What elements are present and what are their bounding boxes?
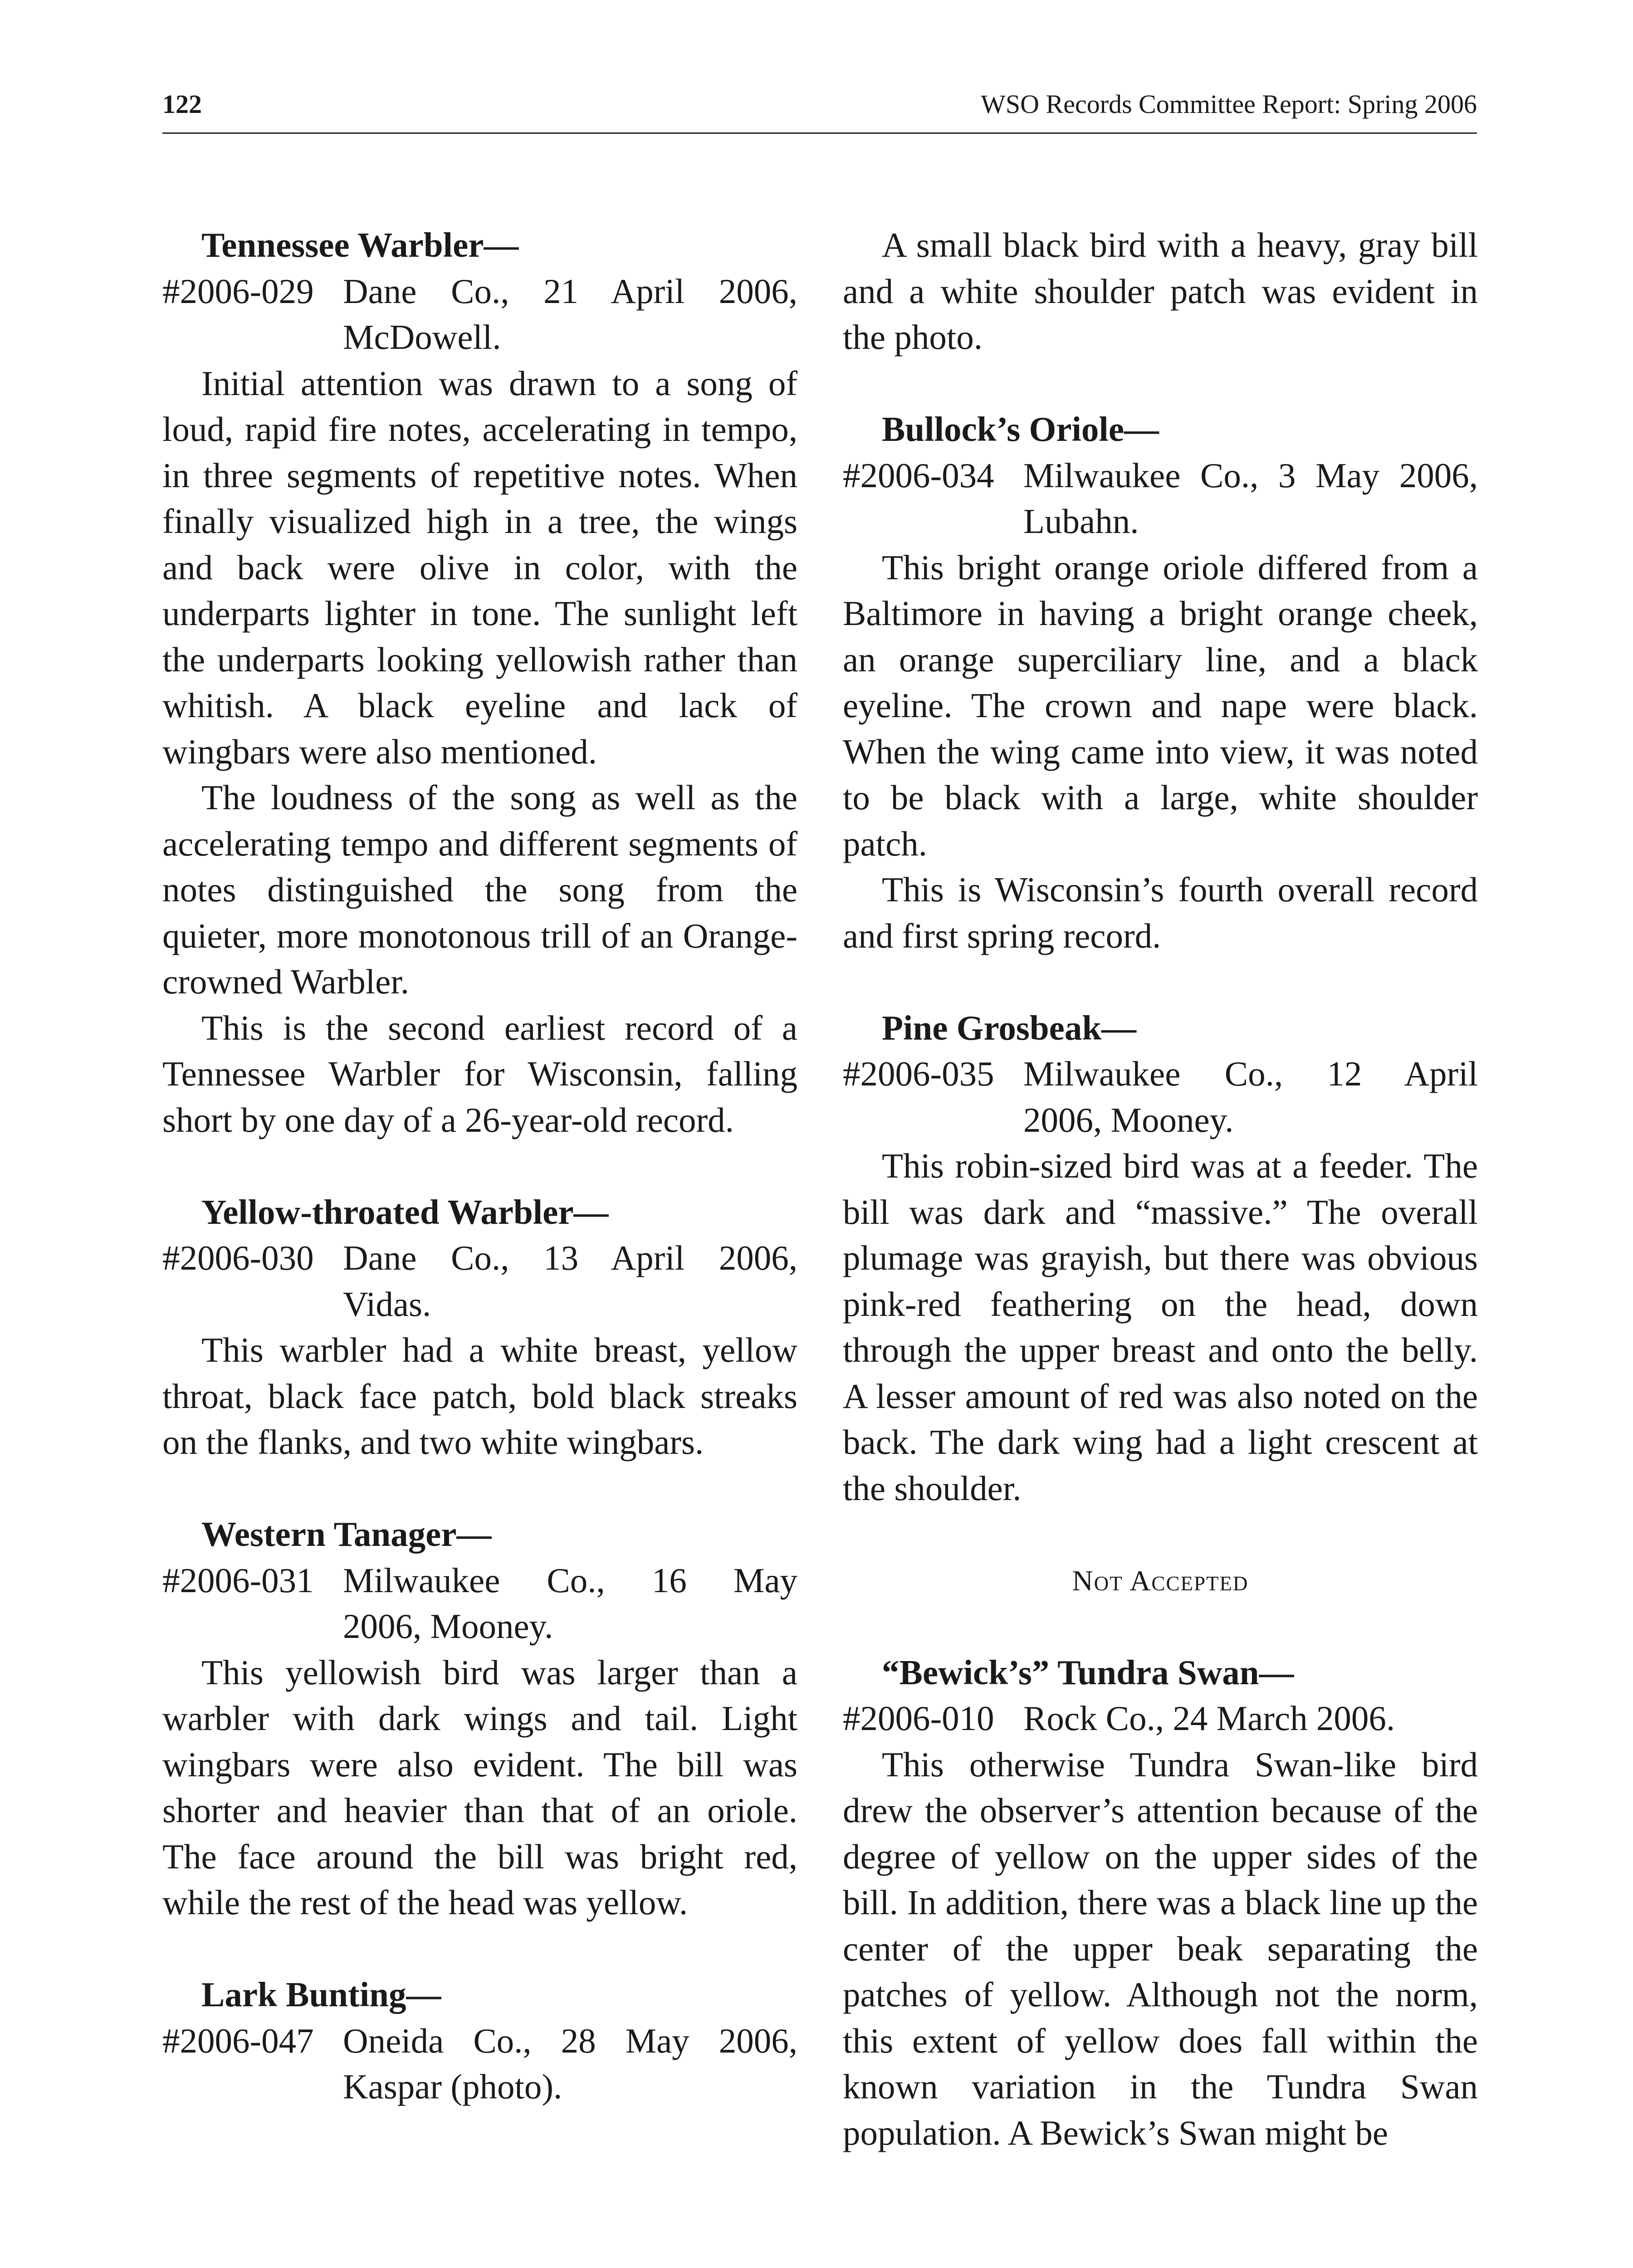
record-details: Oneida Co., 28 May 2006, [343,2021,797,2060]
left-column [162,222,797,2110]
record-observer: 2006, Mooney. [1023,1100,1234,1139]
record-line [843,453,1478,499]
page-number: 122 [162,89,202,119]
record-number: #2006-035 [843,1054,994,1093]
description-paragraph: The loudness of the song as well as the accelerating tempo and different segments of notes distinguished the song from the quieter, more monotonous trill of an Orange-crowned Warbler. [162,778,797,1001]
record-entry [162,1511,797,1926]
description-paragraph: This warbler had a white breast, yellow throat, black face patch, bold black streaks on the flanks, and two white wingbars. [162,1330,797,1461]
record-number: #2006-030 [162,1238,314,1277]
record-details: Dane Co., 13 April 2006, [343,1238,797,1277]
record-number: #2006-031 [162,1560,314,1600]
record-observer: McDowell. [343,318,501,357]
record-line [162,2018,797,2064]
right-column [843,222,1478,2156]
record-line [162,269,797,315]
description-paragraph: Initial attention was drawn to a song of loud, rapid fire notes, accelerating in tempo, in three segments of repetitive notes. When finally visualized high in a tree, the wings and back were olive in color, with the underparts lighter in tone. The sunlight left the underparts looking yellowish rather than whitish. A black eyeline and lack of wingbars were also mentioned. [162,363,797,771]
species-heading: “Bewick’s” Tundra Swan— [882,1652,1294,1692]
record-line [843,1696,1478,1742]
species-heading: Yellow-throated Warbler— [201,1192,609,1232]
record-observer: Vidas. [343,1284,431,1324]
description-paragraph: This bright orange oriole differed from a Baltimore in having a bright orange cheek, an orange superciliary line, and a black eyeline. The crown and nape were black. When the wing came into view, it was noted to be black with a large, white shoulder patch. [843,547,1478,863]
description-paragraph: This is Wisconsin’s fourth overall record and first spring record. [843,870,1478,955]
species-heading: Lark Bunting— [201,1975,441,2014]
record-number: #2006-047 [162,2021,314,2060]
record-number: #2006-034 [843,455,994,495]
record-entry [162,1189,797,1466]
species-heading: Tennessee Warbler— [201,225,519,264]
species-heading: Pine Grosbeak— [882,1008,1137,1047]
species-heading: Bullock’s Oriole— [882,410,1159,449]
record-line [843,1051,1478,1097]
record-details: Dane Co., 21 April 2006, [343,271,797,311]
record-entry [162,1972,797,2110]
species-heading: Western Tanager— [201,1515,492,1554]
section-heading-not-accepted: Not Accepted [1072,1564,1249,1597]
description-paragraph: This is the second earliest record of a Tennessee Warbler for Wisconsin, falling short by one day of a 26-year-old record. [162,1008,797,1139]
record-observer: Lubahn. [1023,502,1139,541]
record-details: Milwaukee Co., 16 May [343,1560,797,1600]
record-observer: 2006, Mooney. [343,1607,553,1646]
record-line [162,1235,797,1281]
record-details: Milwaukee Co., 3 May 2006, [1023,455,1478,495]
record-details: Milwaukee Co., 12 April [1023,1054,1478,1093]
running-title: WSO Records Committee Report: Spring 2006 [981,89,1477,119]
record-entry [843,1650,1478,2156]
running-header [162,89,1477,134]
description-paragraph: This yellowish bird was larger than a warbler with dark wings and tail. Light wingbars were also evident. The bill was shorter and heavier than that of an oriole. The face around the bill was bright red, while the rest of the head was yellow. [162,1652,797,1922]
continued-paragraph: A small black bird with a heavy, gray bill and a white shoulder patch was evident in the photo. [843,225,1478,357]
record-details: Rock Co., 24 March 2006. [1023,1699,1395,1738]
description-paragraph: This otherwise Tundra Swan-like bird drew the observer’s attention because of the degree of yellow on the upper sides of the bill. In addition, there was a black line up the center of the upper beak separating the patches of yellow. Although not the norm, this extent of yellow does fall within the known variation in the Tundra Swan population. A Bewick’s Swan might be [843,1745,1478,2152]
description-paragraph: This robin-sized bird was at a feeder. The bill was dark and “massive.” The overall plumage was grayish, but there was obvious pink-red feathering on the head, down through the upper breast and onto the belly. A lesser amount of red was also noted on the back. The dark wing had a light crescent at the shoulder. [843,1146,1478,1508]
record-entry [162,222,797,1143]
record-line [162,1558,797,1604]
record-entry [843,406,1478,959]
record-observer: Kaspar (photo). [343,2067,562,2106]
record-number: #2006-010 [843,1699,994,1738]
record-number: #2006-029 [162,271,314,311]
record-entry [843,1005,1478,1512]
